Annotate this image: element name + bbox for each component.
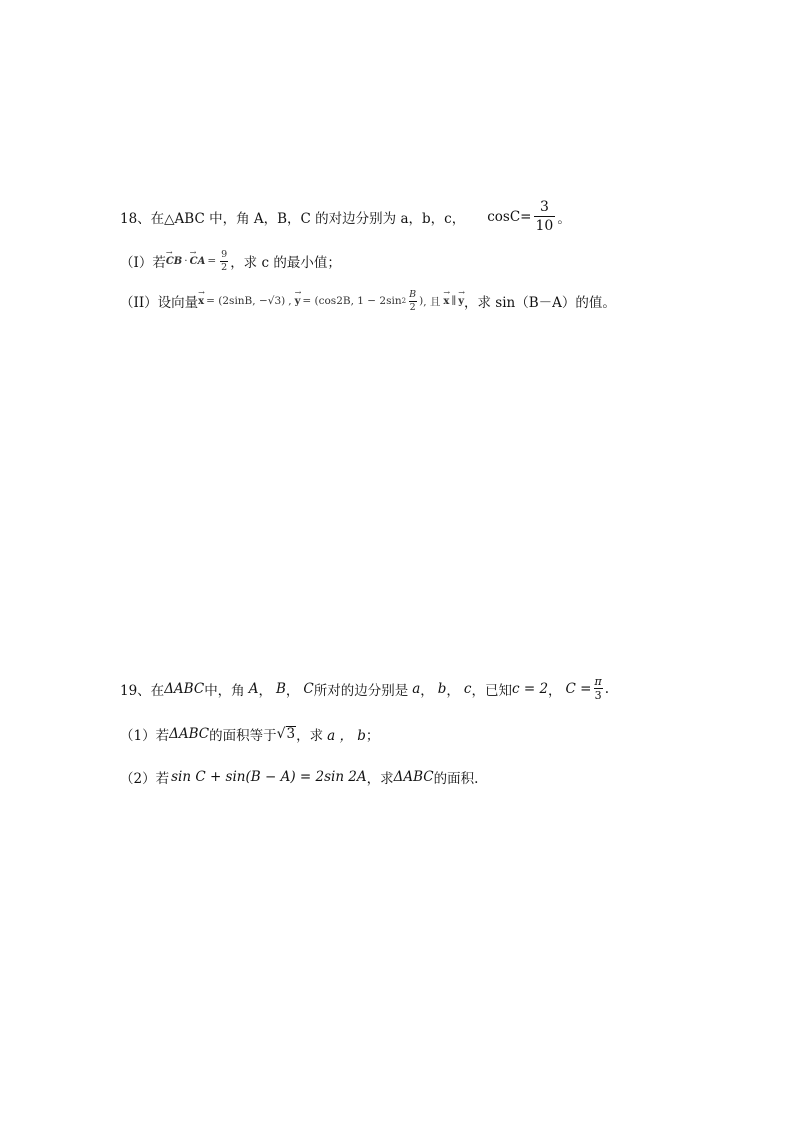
q18-parallel: ∥ [451,295,457,307]
q18-cos-label: cosC= [487,208,532,225]
q18-vec-y-value-a: = (cos2B, 1 − 2sin [302,295,402,307]
q19-three: 3 [594,689,602,702]
q18-part2 [120,290,616,312]
q19-p1-vars: a ， b [327,728,366,744]
q18-p1-eq: = [207,255,217,267]
q18-part1 [120,250,341,272]
q19-part2 [120,767,478,787]
q18-cos-fraction [534,200,556,233]
q19-triangle: ΔABC [164,680,205,697]
q19-angle-eq: C = [565,680,592,697]
q18-p1-num: 9 [221,249,228,260]
q18-dot: · [184,255,188,267]
q19-p1-mid: 的面积等于 [209,728,277,744]
q19-sqrt [277,726,297,742]
q19-angle-c: C [303,680,314,697]
q19-side-b: b [437,680,447,697]
q18-p2-num: B [409,289,417,300]
q18-p1-dot-product [166,250,230,272]
q18-p2-prefix: （II）设向量 [120,295,199,311]
q18-p2-den: 2 [409,301,416,313]
q19-part1 [120,724,379,744]
q19-p1-triangle: ΔABC [169,726,210,742]
q19-pi: π [594,675,602,688]
q19-angle-b: B [275,680,286,697]
q18-vec-y-value-b: ) [419,295,424,307]
q19-stem: 19、在 ΔABC 中，角 A ， B ， C 所对的边分别是 a ， b ， c ，已知 c = 2 ， C = $\frac{\pi}{3}$ . [120,675,609,702]
q18-p1-fraction [220,250,228,272]
q19-c-eq: c = 2 [511,680,549,697]
q19-p2-prefix: （2）若 [120,771,170,787]
q18-vec-x-value: = (2sinB, −√3) [206,295,286,307]
q18-prefix: 18、在△ABC 中，角 A，B，C 的对边分别为 a，b，c， [120,210,466,227]
q18-vec-y-2: → y [458,296,464,307]
q18-p2-fraction [408,290,417,312]
q18-cos-num: 3 [539,199,549,215]
q18-suffix: 。 [557,210,571,227]
q19-sqrt-value: 3 [286,726,296,742]
q19-radical-icon: √ [276,726,286,742]
q19-p1-end: ； [365,728,380,744]
q18-p1-den: 2 [221,261,228,273]
q18-p1-suffix: ，求 c 的最小值； [230,255,341,271]
q18-p2-vectors: → x = (2sinB, −√3) , → y = (cos2B, 1 − 2sin 2 $\frac{B}{2}$ ) , 且 → x ∥ → y [198,290,464,312]
q19-p2-triangle: ΔABC [393,769,434,785]
q19-side-a: a [412,680,421,697]
q18-vec-cb: → CB [166,256,182,267]
q18-vec-x: → x [198,296,204,307]
q19-p1-ask: ，求 [296,728,324,744]
q19-p2-ask: ，求 [366,771,394,787]
q19-side-c: c [463,680,472,697]
q19-angle-a: A [248,680,259,697]
q19-mid2: 所对的边分别是 [313,682,409,699]
q18-sup: 2 [401,297,407,305]
q18-p1-prefix: （I）若 [120,255,166,271]
q18-p2-cond: , 且 [423,295,441,308]
q19-prefix: 19、在 [120,682,165,699]
q19-known: ，已知 [471,682,512,699]
q19-p1-prefix: （1）若 [120,728,170,744]
q18-stem [120,200,571,233]
q19-p2-end: 的面积. [433,771,479,787]
q18-vec-x-2: → x [443,296,449,307]
q18-p2-suffix: ，求 sin（B－A）的值。 [464,295,616,311]
q18-vec-ca: → CA [190,256,206,267]
q18-cos-den: 10 [535,218,554,234]
q19-mid1: 中，角 [204,682,245,699]
q18-vec-y: → y [295,296,301,307]
q19-p2-equation: sin C + sin(B − A) = 2sin 2A [171,769,367,785]
q19-pi-fraction [593,676,602,701]
